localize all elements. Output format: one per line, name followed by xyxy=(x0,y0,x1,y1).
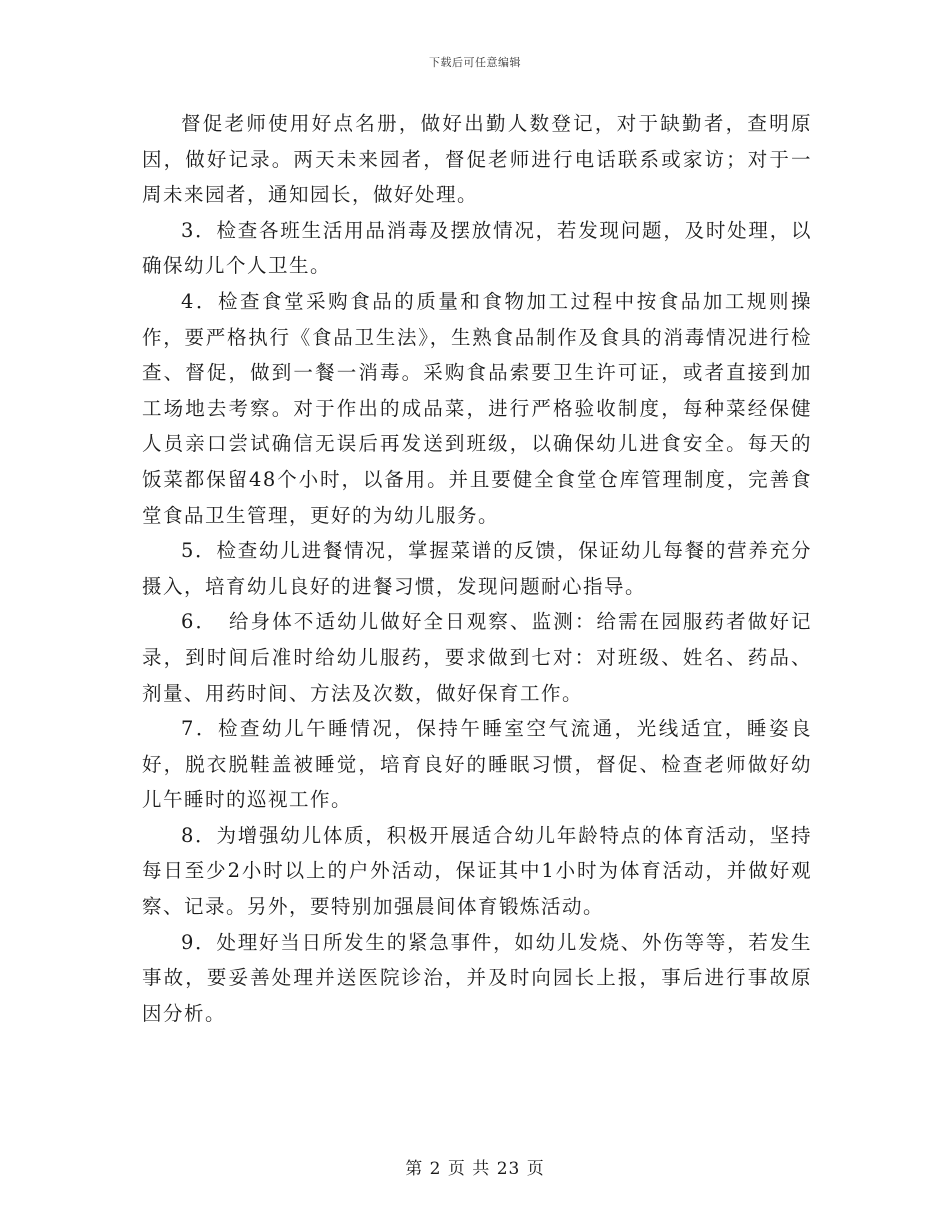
page-number-footer: 第 2 页 共 23 页 xyxy=(405,1159,545,1179)
paragraph-item-8: 8．为增强幼儿体质，积极开展适合幼儿年龄特点的体育活动，坚持每日至少2小时以上的户外活动，保证其中1小时为体育活动，并做好观察、记录。另外，要特别加强晨间体育锻炼活动。 xyxy=(142,823,812,919)
paragraph-item-6: 6． 给身体不适幼儿做好全日观察、监测：给需在园服药者做好记录，到时间后准时给幼儿服药，要求做到七对：对班级、姓名、药品、剂量、用药时间、方法及次数，做好保育工作。 xyxy=(142,610,812,705)
paragraph-attendance: 督促老师使用好点名册，做好出勤人数登记，对于缺勤者，查明原因，做好记录。两天未来园者，督促老师进行电话联系或家访；对于一周未来园者，通知园长，做好处理。 xyxy=(142,112,812,207)
page-header: 下载后可任意编辑 xyxy=(429,56,521,69)
document-body xyxy=(142,106,812,1031)
paragraph-item-4: 4．检查食堂采购食品的质量和食物加工过程中按食品加工规则操作，要严格执行《食品卫生法》，生熟食品制作及食具的消毒情况进行检查、督促，做到一餐一消毒。采购食品索要卫生许可证，或者直接到加工场地去考察。对于作出的成品菜，进行严格验收制度，每种菜经保健人员亲口尝试确信无误后再发送到班级，以确保幼儿进食安全。每天的饭菜都保留48个小时，以备用。并且要健全食堂仓库管理制度，完善食堂食品卫生管理，更好的为幼儿服务。 xyxy=(142,289,812,527)
paragraph-item-3: 3．检查各班生活用品消毒及摆放情况，若发现问题，及时处理，以确保幼儿个人卫生。 xyxy=(142,218,812,278)
paragraph-item-9: 9．处理好当日所发生的紧急事件，如幼儿发烧、外伤等等，若发生事故，要妥善处理并送医院诊治，并及时向园长上报，事后进行事故原因分析。 xyxy=(142,930,812,1025)
paragraph-item-5: 5．检查幼儿进餐情况，掌握菜谱的反馈，保证幼儿每餐的营养充分摄入，培育幼儿良好的进餐习惯，发现问题耐心指导。 xyxy=(142,539,812,598)
paragraph-item-7: 7．检查幼儿午睡情况，保持午睡室空气流通，光线适宜，睡姿良好，脱衣脱鞋盖被睡觉，培育良好的睡眠习惯，督促、检查老师做好幼儿午睡时的巡视工作。 xyxy=(142,717,812,812)
